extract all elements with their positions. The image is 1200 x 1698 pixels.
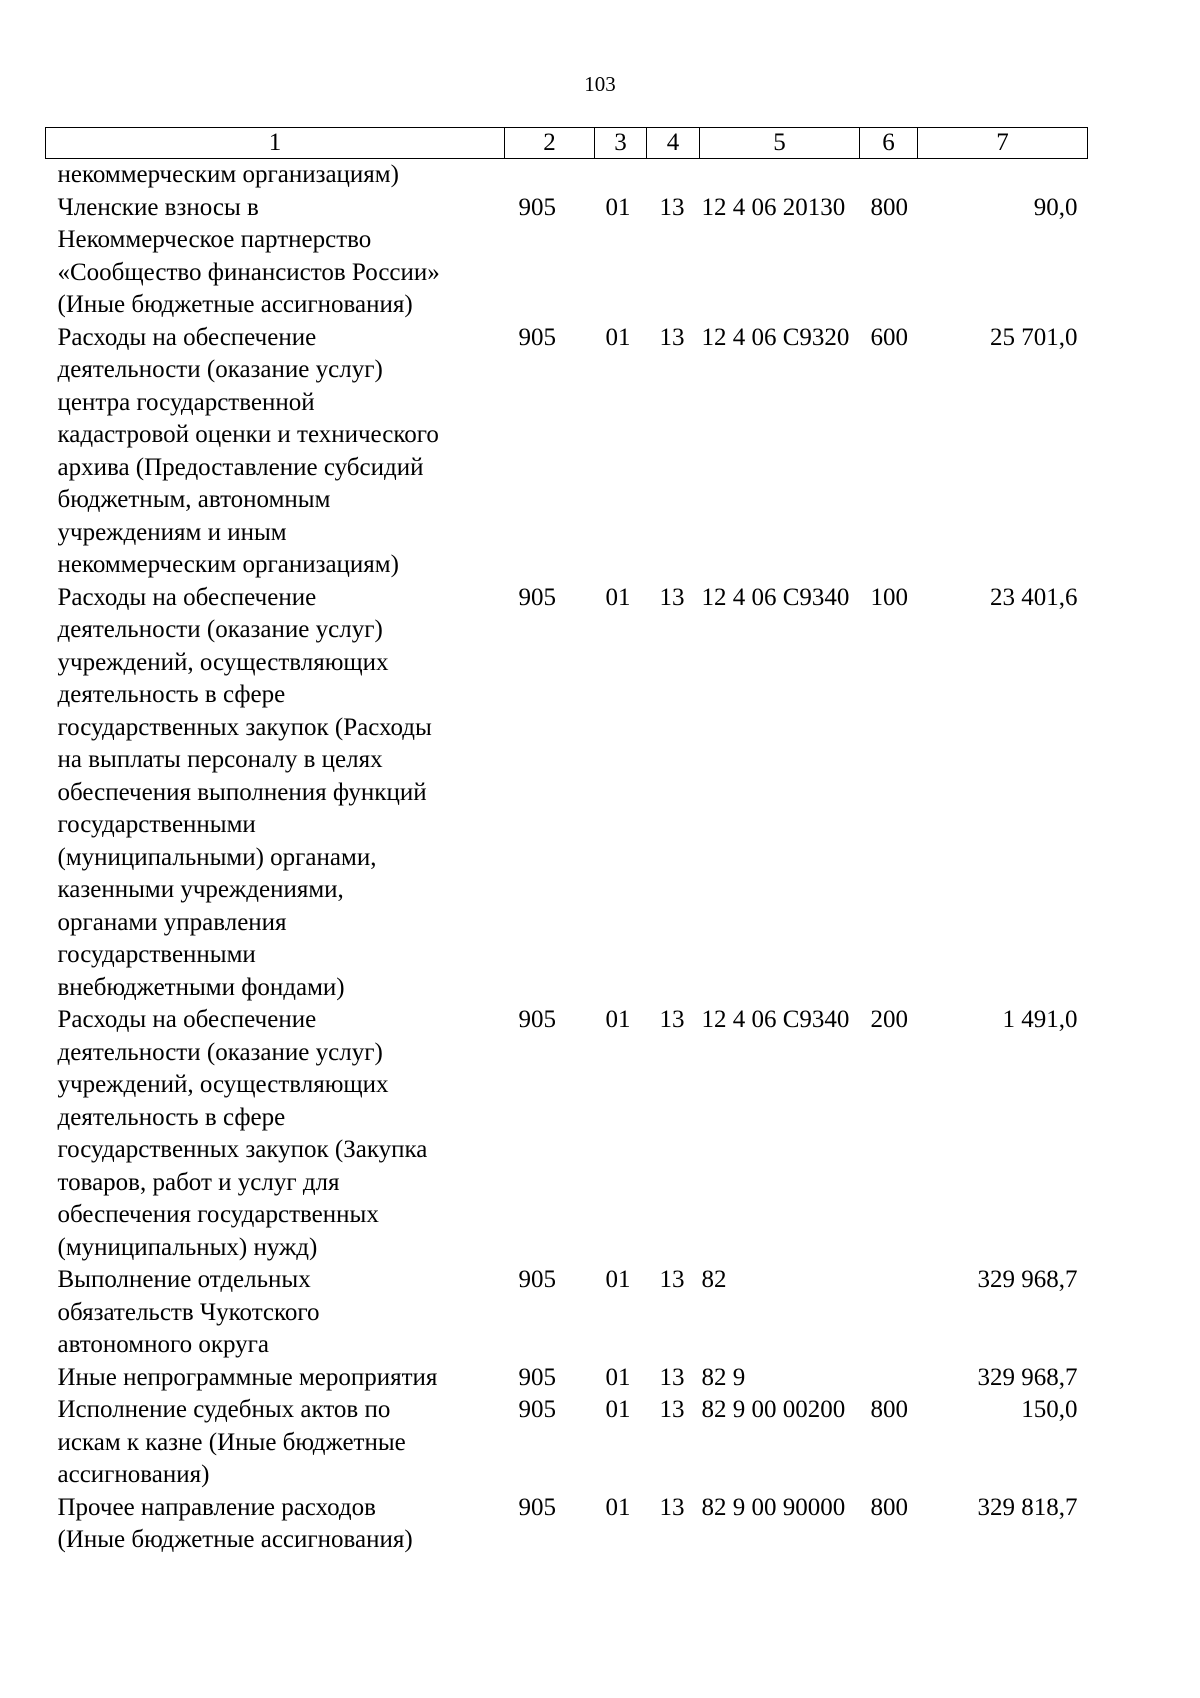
expense-name-line: (муниципальными) органами, <box>57 843 377 871</box>
expense-name-cell <box>46 322 505 582</box>
department-code-cell: 905 <box>518 1363 556 1391</box>
expense-name-line: деятельности (оказание услуг) <box>57 1038 383 1066</box>
header-cell-subsection: 4 <box>647 128 700 159</box>
target-article-cell: 82 9 00 90000 <box>701 1493 846 1521</box>
expense-name-line: Исполнение судебных актов по <box>57 1396 391 1423</box>
expense-name-line: товаров, работ и услуг для <box>57 1168 340 1196</box>
expense-name-line: деятельность в сфере <box>57 681 286 708</box>
expense-name-line: Прочее направление расходов <box>57 1493 376 1521</box>
amount-cell: 329 968,7 <box>977 1266 1078 1293</box>
expense-name-line: «Сообщество финансистов России» <box>57 258 440 286</box>
expense-name-cell <box>46 1492 505 1557</box>
expense-name-line: Некоммерческое партнерство <box>57 226 372 253</box>
table-row <box>46 192 1088 322</box>
section-code-cell <box>595 159 647 192</box>
department-code-cell <box>505 159 595 192</box>
expense-name-line: ассигнования) <box>57 1461 210 1488</box>
target-article-cell: 82 9 <box>701 1363 746 1391</box>
expense-name-cell <box>46 192 505 322</box>
expense-name-line: центра государственной <box>57 388 315 416</box>
subsection-code-cell: 13 <box>659 583 685 611</box>
expense-name-line: искам к казне (Иные бюджетные <box>57 1428 406 1456</box>
table-row <box>46 1492 1088 1557</box>
expense-name-line: государственными <box>57 941 256 968</box>
header-cell-target-article: 5 <box>700 128 860 159</box>
target-article-cell: 12 4 06 20130 <box>701 193 846 221</box>
table-row <box>46 1394 1088 1492</box>
department-code-cell: 905 <box>518 193 556 221</box>
expense-name-line: Членские взносы в <box>57 193 259 221</box>
subsection-code-cell: 13 <box>659 323 685 351</box>
amount-cell: 329 968,7 <box>977 1363 1078 1391</box>
expense-name-line: деятельность в сфере <box>57 1103 286 1131</box>
department-code-cell: 905 <box>518 1396 556 1423</box>
section-code-cell: 01 <box>605 1493 631 1521</box>
header-cell-amount: 7 <box>918 128 1088 159</box>
amount-cell: 150,0 <box>1021 1396 1078 1423</box>
subsection-code-cell: 13 <box>659 1266 685 1293</box>
subsection-code-cell: 13 <box>659 1396 685 1423</box>
table-row <box>46 1362 1088 1395</box>
expense-name-cell <box>46 1264 505 1362</box>
expense-name-line: государственных закупок (Закупка <box>57 1136 428 1163</box>
expense-name-line: органами управления <box>57 908 287 936</box>
amount-cell: 25 701,0 <box>990 323 1078 351</box>
section-code-cell: 01 <box>605 1266 631 1293</box>
table-row <box>46 1264 1088 1362</box>
subsection-code-cell: 13 <box>659 1363 685 1391</box>
header-cell-name: 1 <box>46 128 505 159</box>
expense-name-line: (Иные бюджетные ассигнования) <box>57 291 413 318</box>
target-article-cell: 12 4 06 С9340 <box>701 583 850 611</box>
expense-name-line: Расходы на обеспечение <box>57 1006 317 1033</box>
expense-name-line: государственными <box>57 811 256 838</box>
expense-name-line: некоммерческим организациям) <box>57 161 399 188</box>
header-cell-section: 3 <box>595 128 647 159</box>
expense-name-line: Выполнение отдельных <box>57 1266 311 1293</box>
expense-name-line: учреждений, осуществляющих <box>57 648 389 676</box>
department-code-cell: 905 <box>518 1493 556 1521</box>
section-code-cell: 01 <box>605 193 631 221</box>
expense-type-cell: 100 <box>870 583 908 611</box>
subsection-code-cell: 13 <box>659 1006 685 1033</box>
expense-name-line: учреждениям и иным <box>57 518 287 546</box>
expense-name-line: автономного округа <box>57 1331 270 1358</box>
target-article-cell: 82 9 00 00200 <box>701 1396 846 1423</box>
header-cell-department: 2 <box>505 128 595 159</box>
amount-cell <box>918 159 1088 192</box>
expense-name-cell <box>46 1394 505 1492</box>
expense-name-line: казенными учреждениями, <box>57 876 344 903</box>
target-article-cell: 82 <box>701 1266 727 1293</box>
expense-name-line: обязательств Чукотского <box>57 1298 320 1326</box>
expense-name-line: Расходы на обеспечение <box>57 583 317 611</box>
budget-table <box>45 127 1088 1557</box>
expense-name-line: учреждений, осуществляющих <box>57 1071 389 1098</box>
header-cell-expense-type: 6 <box>860 128 918 159</box>
table-row <box>46 322 1088 582</box>
amount-cell: 23 401,6 <box>990 583 1078 611</box>
subsection-code-cell <box>647 159 700 192</box>
target-article-cell: 12 4 06 С9320 <box>701 323 850 351</box>
table-row <box>46 1004 1088 1264</box>
section-code-cell: 01 <box>605 583 631 611</box>
amount-cell: 329 818,7 <box>977 1493 1078 1521</box>
expense-type-cell: 600 <box>870 323 908 351</box>
department-code-cell: 905 <box>518 1006 556 1033</box>
expense-name-line: Расходы на обеспечение <box>57 323 317 351</box>
expense-name-line: деятельности (оказание услуг) <box>57 616 383 643</box>
expense-name-line: кадастровой оценки и технического <box>57 421 439 448</box>
page-number: 103 <box>584 72 616 96</box>
subsection-code-cell: 13 <box>659 1493 685 1521</box>
expense-name-cell <box>46 582 505 1005</box>
subsection-code-cell: 13 <box>659 193 685 221</box>
expense-name-line: обеспечения государственных <box>57 1201 379 1228</box>
target-article-cell <box>700 159 860 192</box>
expense-name-line: государственных закупок (Расходы <box>57 713 432 741</box>
expense-type-cell: 800 <box>870 1396 908 1423</box>
table-row <box>46 159 1088 192</box>
target-article-cell: 12 4 06 С9340 <box>701 1006 850 1033</box>
department-code-cell: 905 <box>518 583 556 611</box>
expense-type-cell: 800 <box>870 1493 908 1521</box>
expense-name-cell <box>46 1362 505 1395</box>
expense-name-line: деятельности (оказание услуг) <box>57 356 383 383</box>
expense-name-line: на выплаты персоналу в целях <box>57 746 383 773</box>
expense-type-cell: 800 <box>870 193 908 221</box>
amount-cell: 90,0 <box>1033 193 1078 221</box>
expense-name-line: (муниципальных) нужд) <box>57 1233 318 1261</box>
amount-cell: 1 491,0 <box>1002 1006 1078 1033</box>
department-code-cell: 905 <box>518 323 556 351</box>
expense-name-cell <box>46 1004 505 1264</box>
section-code-cell: 01 <box>605 1006 631 1033</box>
table-header-row <box>46 128 1088 159</box>
expense-name-line: внебюджетными фондами) <box>57 973 345 1001</box>
table-body <box>46 159 1088 1557</box>
expense-name-line: архива (Предоставление субсидий <box>57 453 424 481</box>
section-code-cell: 01 <box>605 1396 631 1423</box>
expense-type-cell <box>860 1264 918 1362</box>
expense-type-cell: 200 <box>870 1006 908 1033</box>
section-code-cell: 01 <box>605 323 631 351</box>
department-code-cell: 905 <box>518 1266 556 1293</box>
section-code-cell: 01 <box>605 1363 631 1391</box>
expense-name-line: некоммерческим организациям) <box>57 551 399 578</box>
expense-name-cell <box>46 159 505 192</box>
table-row <box>46 582 1088 1005</box>
expense-name-line: (Иные бюджетные ассигнования) <box>57 1526 413 1553</box>
expense-name-line: обеспечения выполнения функций <box>57 778 427 806</box>
expense-type-cell <box>860 1362 918 1395</box>
expense-name-line: бюджетным, автономным <box>57 486 331 513</box>
expense-name-line: Иные непрограммные мероприятия <box>57 1363 438 1391</box>
expense-type-cell <box>860 159 918 192</box>
